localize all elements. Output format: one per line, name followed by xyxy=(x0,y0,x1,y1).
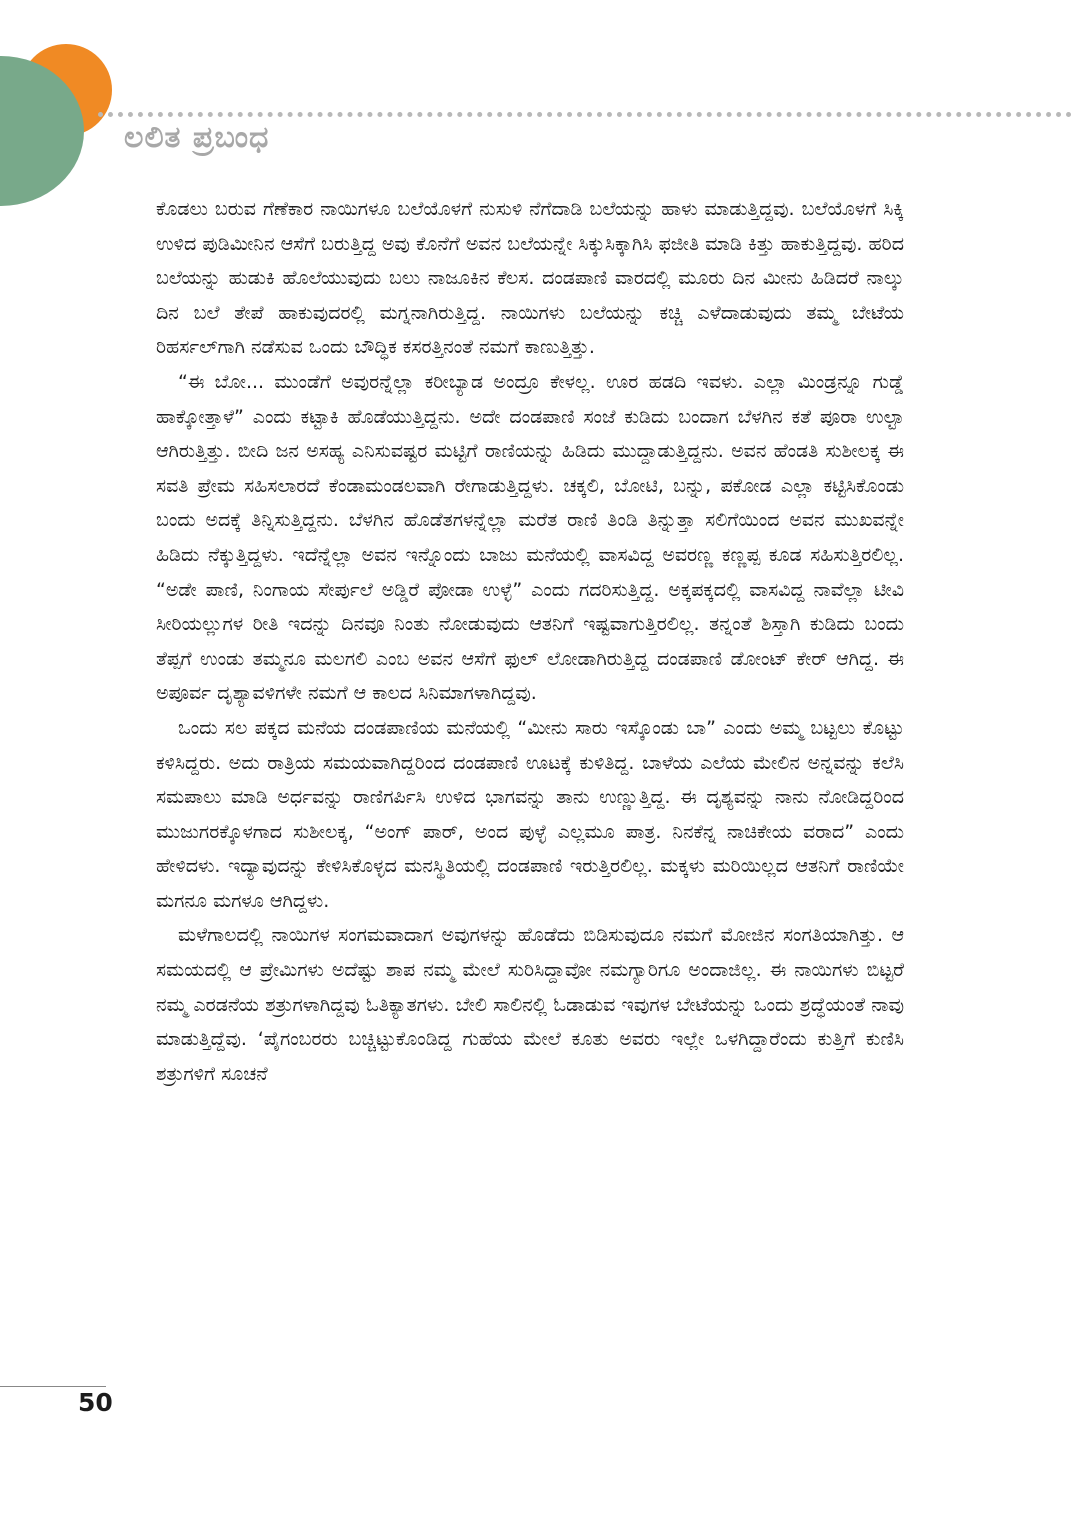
paragraph: ಕೊಡಲು ಬರುವ ಗೆಣೆಕಾರ ನಾಯಿಗಳೂ ಬಲೆಯೊಳಗೆ ನುಸುಳಿ ನೆಗೆದಾಡಿ ಬಲೆಯನ್ನು ಹಾಳು ಮಾಡುತ್ತಿದ್ದವು. ಬಲೆಯೊಳಗೆ ಸಿಕ್ಕಿ ಉಳಿದ ಪುಡಿಮೀನಿನ ಆಸೆಗೆ ಬರುತ್ತಿದ್ದ ಅವು ಕೊನೆಗೆ ಅವನ ಬಲೆಯನ್ನೇ ಸಿಕ್ಕುಸಿಕ್ಕಾಗಿಸಿ ಫಜೀತಿ ಮಾಡಿ ಕಿತ್ತು ಹಾಕುತ್ತಿದ್ದವು. ಹರಿದ ಬಲೆಯನ್ನು ಹುಡುಕಿ ಹೊಲೆಯುವುದು ಬಲು ನಾಜೂಕಿನ ಕೆಲಸ. ದಂಡಪಾಣಿ ವಾರದಲ್ಲಿ ಮೂರು ದಿನ ಮೀನು ಹಿಡಿದರೆ ನಾಲ್ಕು ದಿನ ಬಲೆ ತೇಪೆ ಹಾಕುವುದರಲ್ಲಿ ಮಗ್ನನಾಗಿರುತ್ತಿದ್ದ. ನಾಯಿಗಳು ಬಲೆಯನ್ನು ಕಚ್ಚಿ ಎಳೆದಾಡುವುದು ತಮ್ಮ ಬೇಟೆಯ ರಿಹರ್ಸಲ್‌ಗಾಗಿ ನಡೆಸುವ ಒಂದು ಬೌದ್ಧಿಕ ಕಸರತ್ತಿನಂತೆ ನಮಗೆ ಕಾಣುತ್ತಿತ್ತು. xyxy=(156,198,904,359)
paragraph: “ಈ ಬೋ... ಮುಂಡೆಗೆ ಅವುರನ್ನೆಲ್ಲಾ ಕರೀಬ್ಯಾಡ ಅಂದ್ರೂ ಕೇಳಲ್ಲ. ಊರ ಹಡದಿ ಇವಳು. ಎಲ್ಲಾ ಮಿಂಡ್ರನ್ನೂ ಗುಡ್ಡೆ ಹಾಕ್ಕೋತ್ತಾಳೆ” ಎಂದು ಕಟ್ಟಾಕಿ ಹೊಡೆಯುತ್ತಿದ್ದನು. ಅದೇ ದಂಡಪಾಣಿ ಸಂಜೆ ಕುಡಿದು ಬಂದಾಗ ಬೆಳಗಿನ ಕತೆ ಪೂರಾ ಉಲ್ಟಾ ಆಗಿರುತ್ತಿತ್ತು. ಬೀದಿ ಜನ ಅಸಹ್ಯ ಎನಿಸುವಷ್ಟರ ಮಟ್ಟಿಗೆ ರಾಣಿಯನ್ನು ಹಿಡಿದು ಮುದ್ದಾಡುತ್ತಿದ್ದನು. ಅವನ ಹೆಂಡತಿ ಸುಶೀಲಕ್ಕ ಈ ಸವತಿ ಪ್ರೇಮ ಸಹಿಸಲಾರದೆ ಕೆಂಡಾಮಂಡಲವಾಗಿ ರೇಗಾಡುತ್ತಿದ್ದಳು. ಚಕ್ಕಲಿ, ಬೋಟಿ, ಬನ್ನು, ಪಕೋಡ ಎಲ್ಲಾ ಕಟ್ಟಿಸಿಕೊಂಡು ಬಂದು ಅದಕ್ಕೆ ತಿನ್ನಿಸುತ್ತಿದ್ದನು. ಬೆಳಗಿನ ಹೊಡೆತಗಳನ್ನೆಲ್ಲಾ ಮರೆತ ರಾಣಿ ತಿಂಡಿ ತಿನ್ನುತ್ತಾ ಸಲಿಗೆಯಿಂದ ಅವನ ಮುಖವನ್ನೇ ಹಿಡಿದು ನೆಕ್ಕುತ್ತಿದ್ದಳು. ಇದೆನ್ನೆಲ್ಲಾ ಅವನ ಇನ್ನೊಂದು ಬಾಜು ಮನೆಯಲ್ಲಿ ವಾಸವಿದ್ದ ಅವರಣ್ಣ ಕಣ್ಣಪ್ಪ ಕೂಡ ಸಹಿಸುತ್ತಿರಲಿಲ್ಲ. “ಅಡೇ ಪಾಣಿ, ನಿಂಗಾಯ ಸೇರ್ಪುಲೆ ಅಡ್ಡಿರೆ ಪೋಡಾ ಉಳ್ಳೆ” ಎಂದು ಗದರಿಸುತ್ತಿದ್ದ. ಅಕ್ಕಪಕ್ಕದಲ್ಲಿ ವಾಸವಿದ್ದ ನಾವೆಲ್ಲಾ ಟೀವಿ ಸೀರಿಯಲ್ಲುಗಳ ರೀತಿ ಇದನ್ನು ದಿನವೂ ನಿಂತು ನೋಡುವುದು ಆತನಿಗೆ ಇಷ್ಟವಾಗುತ್ತಿರಲಿಲ್ಲ. ತನ್ನಂತೆ ಶಿಸ್ತಾಗಿ ಕುಡಿದು ಬಂದು ತೆಪ್ಪಗೆ ಉಂಡು ತಮ್ಮನೂ ಮಲಗಲಿ ಎಂಬ ಅವನ ಆಸೆಗೆ ಫುಲ್ ಲೋಡಾಗಿರುತ್ತಿದ್ದ ದಂಡಪಾಣಿ ಡೋಂಟ್ ಕೇರ್ ಆಗಿದ್ದ. ಈ ಅಪೂರ್ವ ದೃಶ್ಯಾವಳಿಗಳೇ ನಮಗೆ ಆ ಕಾಲದ ಸಿನಿಮಾಗಳಾಗಿದ್ದವು. xyxy=(156,370,904,705)
article-body xyxy=(156,192,904,1091)
dotted-header-rule xyxy=(98,112,1072,117)
paragraph: ಮಳೆಗಾಲದಲ್ಲಿ ನಾಯಿಗಳ ಸಂಗಮವಾದಾಗ ಅವುಗಳನ್ನು ಹೊಡೆದು ಬಿಡಿಸುವುದೂ ನಮಗೆ ಮೋಜಿನ ಸಂಗತಿಯಾಗಿತ್ತು. ಆ ಸಮಯದಲ್ಲಿ ಆ ಪ್ರೇಮಿಗಳು ಅದೆಷ್ಟು ಶಾಪ ನಮ್ಮ ಮೇಲೆ ಸುರಿಸಿದ್ದಾವೋ ನಮಗ್ಯಾರಿಗೂ ಅಂದಾಜಿಲ್ಲ. ಈ ನಾಯಿಗಳು ಬಿಟ್ಟರೆ ನಮ್ಮ ಎರಡನೆಯ ಶತ್ರುಗಳಾಗಿದ್ದವು ಓತಿಕ್ಯಾತಗಳು. ಬೇಲಿ ಸಾಲಿನಲ್ಲಿ ಓಡಾಡುವ ಇವುಗಳ ಬೇಟೆಯನ್ನು ಒಂದು ಶ್ರದ್ಧೆಯಂತೆ ನಾವು ಮಾಡುತ್ತಿದ್ದೆವು. ‘ಪೈಗಂಬರರು ಬಚ್ಚಿಟ್ಟುಕೊಂಡಿದ್ದ ಗುಹೆಯ ಮೇಲೆ ಕೂತು ಅವರು ಇಲ್ಲೇ ಒಳಗಿದ್ದಾರೆಂದು ಕುತ್ತಿಗೆ ಕುಣಿಸಿ ಶತ್ರುಗಳಿಗೆ ಸೂಚನೆ xyxy=(156,924,904,1085)
page-number: 50 xyxy=(78,1388,113,1417)
paragraph: ಒಂದು ಸಲ ಪಕ್ಕದ ಮನೆಯ ದಂಡಪಾಣಿಯ ಮನೆಯಲ್ಲಿ “ಮೀನು ಸಾರು ಇಸ್ಕೊಂಡು ಬಾ” ಎಂದು ಅಮ್ಮ ಬಟ್ಟಲು ಕೊಟ್ಟು ಕಳಿಸಿದ್ದರು. ಅದು ರಾತ್ರಿಯ ಸಮಯವಾಗಿದ್ದರಿಂದ ದಂಡಪಾಣಿ ಊಟಕ್ಕೆ ಕುಳಿತಿದ್ದ. ಬಾಳೆಯ ಎಲೆಯ ಮೇಲಿನ ಅನ್ನವನ್ನು ಕಲೆಸಿ ಸಮಪಾಲು ಮಾಡಿ ಅರ್ಧವನ್ನು ರಾಣಿಗರ್ಪಿಸಿ ಉಳಿದ ಭಾಗವನ್ನು ತಾನು ಉಣ್ಣುತ್ತಿದ್ದ. ಈ ದೃಶ್ಯವನ್ನು ನಾನು ನೋಡಿದ್ದರಿಂದ ಮುಜುಗರಕ್ಕೊಳಗಾದ ಸುಶೀಲಕ್ಕ, “ಅಂಗ್ ಪಾರ್, ಅಂದ ಪುಳ್ಳೆ ಎಲ್ಲಮೂ ಪಾತ್ರ. ನಿನಕೆನ್ನ ನಾಚಿಕೇಯ ವರಾದ” ಎಂದು ಹೇಳಿದಳು. ಇದ್ಯಾವುದನ್ನು ಕೇಳಿಸಿಕೊಳ್ಳದ ಮನಸ್ಥಿತಿಯಲ್ಲಿ ದಂಡಪಾಣಿ ಇರುತ್ತಿರಲಿಲ್ಲ. ಮಕ್ಕಳು ಮರಿಯಿಲ್ಲದ ಆತನಿಗೆ ರಾಣಿಯೇ ಮಗನೂ ಮಗಳೂ ಆಗಿದ್ದಳು. xyxy=(156,716,904,912)
page-number-rule xyxy=(0,1386,106,1387)
section-title: ಲಲಿತ ಪ್ರಬಂಧ xyxy=(124,120,270,155)
